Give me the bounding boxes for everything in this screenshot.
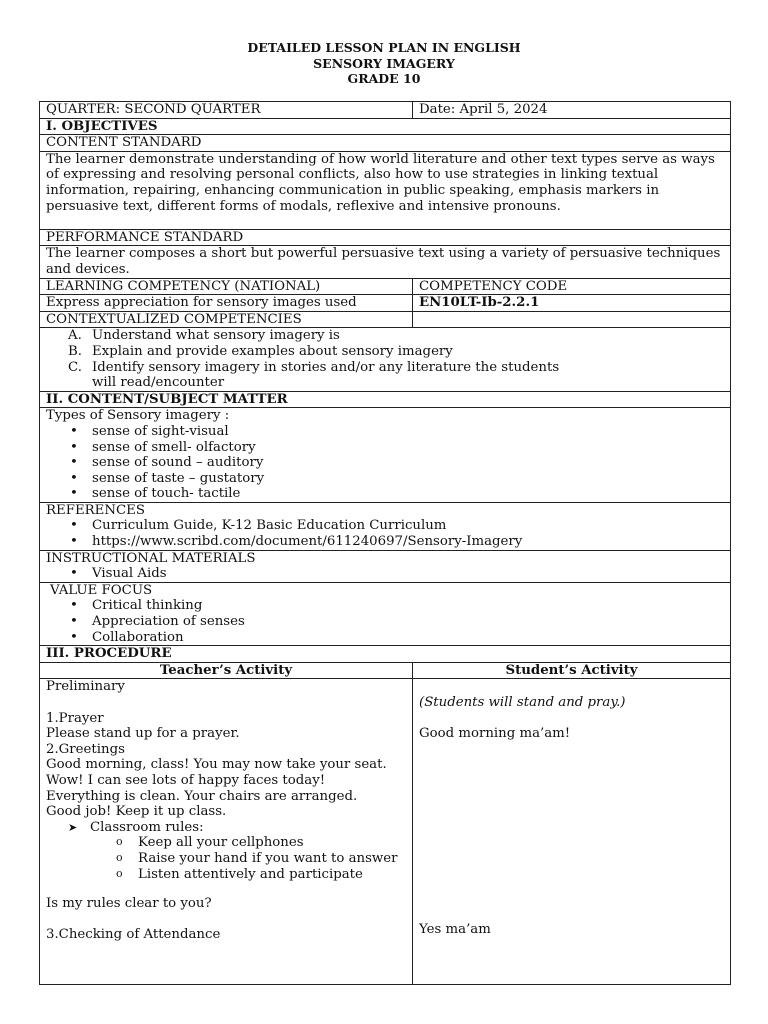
list-item-text: Understand what sensory imagery is	[92, 328, 340, 344]
references-cell	[40, 502, 731, 550]
competency-code-value: EN10LT-Ib-2.2.1	[413, 295, 731, 312]
rules-question: Is my rules clear to you?	[46, 895, 212, 911]
materials-row	[40, 550, 731, 582]
content-heading: II. CONTENT/SUBJECT MATTER	[40, 391, 731, 408]
greetings-heading: 2.Greetings	[46, 741, 125, 757]
list-item: • sense of taste – gustatory	[70, 471, 724, 487]
list-item: • sense of touch- tactile	[70, 486, 724, 502]
student-activity-cell	[413, 679, 731, 985]
list-item: o Keep all your cellphones	[116, 835, 406, 851]
activity-header-row	[40, 662, 731, 679]
references-row	[40, 502, 731, 550]
content-standard-label-row	[40, 135, 731, 152]
performance-standard-text: The learner composes a short but powerful persuasive text using a variety of persuasive techniques and devices.	[40, 246, 731, 278]
objectives-heading-row	[40, 118, 731, 135]
learning-competency-text: Express appreciation for sensory images used	[40, 295, 413, 312]
performance-standard-label-row	[40, 229, 731, 246]
types-list	[46, 424, 724, 502]
contextualized-list	[46, 328, 724, 390]
prayer-text: Please stand up for a prayer.	[46, 726, 240, 742]
header-grade: GRADE 10	[347, 71, 421, 86]
types-cell	[40, 408, 731, 503]
references-list	[46, 518, 724, 549]
activity-row	[40, 679, 731, 985]
arrow-bullet-icon: ➤	[68, 820, 78, 834]
greetings-text-2: Wow! I can see lots of happy faces today! Everything is clean. Your chairs are arranged. Good job! Keep it up class.	[46, 772, 358, 820]
classroom-rules-label: Classroom rules:	[90, 819, 204, 835]
greetings-text: Good morning, class! You may now take your seat.	[46, 757, 387, 773]
list-item	[68, 344, 724, 360]
list-item: • Curriculum Guide, K-12 Basic Education Curriculum	[70, 518, 724, 534]
spacer	[419, 742, 724, 922]
quarter-row	[40, 102, 731, 119]
competency-code-label: COMPETENCY CODE	[413, 278, 731, 295]
list-marker: A.	[68, 328, 82, 344]
materials-list	[46, 566, 724, 582]
contextualized-label: CONTEXTUALIZED COMPETENCIES	[40, 311, 413, 328]
list-item: • Visual Aids	[70, 566, 724, 582]
list-item: o Raise your hand if you want to answer	[116, 851, 406, 867]
list-item: • Appreciation of senses	[70, 614, 724, 630]
header-title: DETAILED LESSON PLAN IN ENGLISH	[247, 40, 521, 55]
quarter-cell: QUARTER: SECOND QUARTER	[40, 102, 413, 119]
student-prayer-text: (Students will stand and pray.)	[419, 695, 626, 710]
value-focus-cell	[40, 582, 731, 645]
student-greeting-text: Good morning ma’am!	[419, 726, 571, 742]
student-rules-answer: Yes ma’am	[419, 921, 491, 937]
materials-label: INSTRUCTIONAL MATERIALS	[46, 550, 256, 566]
list-item: • sense of sight-visual	[70, 424, 724, 440]
spacer	[419, 679, 724, 695]
list-item	[68, 360, 724, 391]
content-standard-text: The learner demonstrate understanding of how world literature and other text types serve as ways of expressing and resolving personal conflicts, also how to use strategies in linking textual information, repairing, enhancing communication in public speaking, emphasis markers in persuasive text, different forms of modals, reflexive and intensive pronouns.	[40, 151, 731, 229]
student-activity-header: Student’s Activity	[413, 662, 731, 679]
document-header	[0, 40, 768, 87]
prayer-heading: 1.Prayer	[46, 710, 104, 726]
objectives-heading: I. OBJECTIVES	[40, 118, 731, 135]
types-label: Types of Sensory imagery :	[46, 408, 230, 424]
performance-standard-text-row	[40, 246, 731, 278]
list-item	[68, 328, 724, 344]
spacer	[46, 695, 406, 711]
spacer	[419, 711, 724, 727]
classroom-rules-item	[46, 820, 406, 836]
value-focus-label: VALUE FOCUS	[50, 582, 153, 598]
list-item: • Critical thinking	[70, 598, 724, 614]
spacer	[46, 911, 406, 927]
content-standard-text-row	[40, 151, 731, 229]
competency-value-row	[40, 295, 731, 312]
contextualized-empty-cell	[413, 311, 731, 328]
list-marker: C.	[68, 359, 82, 375]
teacher-activity-header: Teacher’s Activity	[40, 662, 413, 679]
list-item: • sense of smell- olfactory	[70, 440, 724, 456]
teacher-activity-cell	[40, 679, 413, 985]
contextualized-label-row	[40, 311, 731, 328]
preliminary-heading: Preliminary	[46, 679, 125, 695]
content-heading-row	[40, 391, 731, 408]
date-cell: Date: April 5, 2024	[413, 102, 731, 119]
attendance-heading: 3.Checking of Attendance	[46, 926, 221, 942]
references-label: REFERENCES	[46, 502, 145, 518]
list-item: o Listen attentively and participate	[116, 867, 406, 883]
types-row	[40, 408, 731, 503]
classroom-rules-list	[46, 835, 406, 882]
contextualized-items-cell	[40, 328, 731, 391]
header-subject: SENSORY IMAGERY	[313, 55, 455, 71]
procedure-heading: III. PROCEDURE	[40, 646, 731, 663]
list-marker: B.	[68, 343, 82, 359]
list-item-text: Identify sensory imagery in stories and/or any literature the students will read/encounter	[92, 359, 560, 391]
contextualized-items-row	[40, 328, 731, 391]
procedure-heading-row	[40, 646, 731, 663]
list-item-text: Explain and provide examples about sensory imagery	[92, 343, 453, 359]
list-item: • sense of sound – auditory	[70, 455, 724, 471]
performance-standard-label: PERFORMANCE STANDARD	[40, 229, 731, 246]
content-standard-label: CONTENT STANDARD	[40, 135, 731, 152]
competency-header-row	[40, 278, 731, 295]
value-focus-row	[40, 582, 731, 645]
lesson-plan-table	[39, 101, 731, 985]
value-focus-list	[46, 598, 724, 645]
materials-cell	[40, 550, 731, 582]
learning-competency-label: LEARNING COMPETENCY (NATIONAL)	[40, 278, 413, 295]
list-item: • Collaboration	[70, 630, 724, 646]
list-item: • https://www.scribd.com/document/611240697/Sensory-Imagery	[70, 534, 724, 550]
